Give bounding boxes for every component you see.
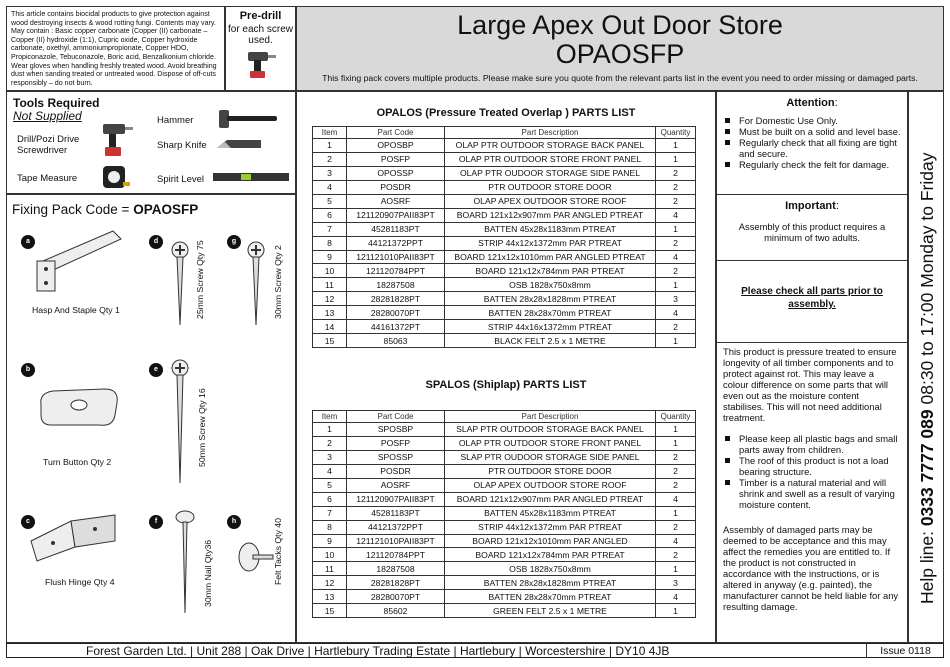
drill-icon [244, 48, 278, 80]
cell-item: 4 [313, 464, 347, 478]
cell-part-description: BLACK FELT 2.5 x 1 METRE [445, 334, 656, 348]
cell-part-code: 85063 [347, 334, 445, 348]
cell-part-code: 121120907PAII83PT [347, 208, 445, 222]
opalos-table [312, 126, 696, 348]
opalos-title: OPALOS (Pressure Treated Overlap ) PARTS LIST [376, 107, 636, 119]
col-part-code: Part Code [347, 127, 445, 139]
attention-heading: Attention: [786, 97, 838, 109]
cell-item: 7 [313, 506, 347, 520]
helpline-number: 0333 7777 089 [917, 409, 937, 527]
important-heading: Important: [785, 200, 839, 212]
item-letter-d: d [149, 235, 163, 249]
tool-label-knife: Sharp Knife [157, 140, 207, 151]
cell-part-code: POSDR [347, 464, 445, 478]
attention-item [723, 126, 903, 137]
cell-item: 1 [313, 423, 347, 437]
table-row [313, 292, 696, 306]
cell-quantity: 2 [656, 194, 696, 208]
col-item: Item [313, 127, 347, 139]
tape-measure-icon [101, 164, 131, 190]
item-label-felt-tacks: Felt Tacks Qty 40 [273, 518, 283, 585]
felt-tack-icon [233, 535, 277, 575]
cell-quantity: 2 [656, 450, 696, 464]
product-code: OPAOSFP [555, 39, 685, 69]
spalos-title: SPALOS (Shiplap) PARTS LIST [425, 379, 587, 391]
cell-part-code: 28281828PT [347, 576, 445, 590]
table-row [313, 139, 696, 153]
item-label-hasp: Hasp And Staple Qty 1 [32, 305, 120, 315]
table-row [313, 450, 696, 464]
cell-item: 9 [313, 534, 347, 548]
cell-part-description: OLAP APEX OUTDOOR STORE ROOF [445, 478, 656, 492]
cell-part-description: BOARD 121x12x907mm PAR ANGLED PTREAT [445, 492, 656, 506]
col-quantity: Quantity [656, 411, 696, 423]
cell-quantity: 2 [656, 180, 696, 194]
attention-item: Regularly check that all fixing are tight and secure. [723, 137, 903, 159]
cell-part-description: BOARD 121x12x1010mm PAR ANGLED PTREAT [445, 250, 656, 264]
cell-quantity: 1 [656, 604, 696, 618]
cell-quantity: 2 [656, 264, 696, 278]
cell-quantity: 2 [656, 464, 696, 478]
biocide-text: This article contains biocidal products to give protection against wood destroying insects & wood rotting fungi. Contents may vary. May contain : Basic copper carbonate (Copper (II) carbonate – Copper (II) hydroxide (1:1), Cupric oxide, Copper hydroxide carbonate, oxethyl, ammoniumpropionate, Copper HDO, Propiconazole, Tebuconazole, Boric acid, Benzalkonium chloride. Wear gloves when handling freshly treated wood. Avoid breathing dust when sanding treated or untreated wood. Dispose of off-cuts responsibly – do not burn. [11, 10, 217, 87]
cell-quantity: 4 [656, 306, 696, 320]
product-info-section [717, 346, 907, 612]
table-row [313, 264, 696, 278]
attention-title: Attention [786, 97, 835, 109]
item-label-screw-50: 50mm Screw Qty 16 [197, 388, 207, 467]
table-row [313, 250, 696, 264]
cell-item: 8 [313, 520, 347, 534]
cell-item: 3 [313, 450, 347, 464]
cell-quantity: 1 [656, 562, 696, 576]
hammer-icon [215, 108, 279, 130]
title-banner [296, 6, 944, 91]
helpline-hours: 08:30 to 17:00 Monday to Friday [917, 152, 937, 410]
cell-part-code: SPOSBP [347, 423, 445, 437]
table-row [313, 520, 696, 534]
cell-quantity: 2 [656, 520, 696, 534]
cell-quantity: 3 [656, 292, 696, 306]
tool-label-tape: Tape Measure [17, 173, 78, 184]
cell-part-description: OLAP APEX OUTDOOR STORE ROOF [445, 194, 656, 208]
helpline-label: Help line: [917, 526, 937, 604]
table-row [313, 576, 696, 590]
table-row [313, 306, 696, 320]
table-row [313, 548, 696, 562]
cell-quantity: 2 [656, 236, 696, 250]
col-quantity: Quantity [656, 127, 696, 139]
cell-part-code: AOSRF [347, 478, 445, 492]
item-label-turn-button: Turn Button Qty 2 [43, 457, 112, 467]
cell-part-description: BATTEN 28x28x70mm PTREAT [445, 590, 656, 604]
cell-part-code: 44121372PPT [347, 236, 445, 250]
cell-item: 6 [313, 492, 347, 506]
col-part-description: Part Description [445, 127, 656, 139]
cell-item: 11 [313, 562, 347, 576]
product-title: Large Apex Out Door Store [457, 10, 783, 40]
table-row [313, 222, 696, 236]
cell-quantity: 2 [656, 548, 696, 562]
attention-section [717, 92, 907, 195]
cell-part-description: SLAP PTR OUDOOR STORAGE SIDE PANEL [445, 450, 656, 464]
cell-part-description: BATTEN 45x28x1183mm PTREAT [445, 506, 656, 520]
important-title: Important [785, 200, 836, 212]
screw-25mm-icon [167, 241, 193, 331]
helpline-strip [908, 91, 944, 643]
important-section [717, 195, 907, 261]
cell-quantity: 4 [656, 250, 696, 264]
item-letter-e: e [149, 363, 163, 377]
cell-quantity: 1 [656, 222, 696, 236]
drill-icon [99, 120, 135, 160]
fixing-pack-note: This fixing pack covers multiple products. Please make sure you quote from the relevant parts list in the event you need to order missing or damaged parts. [322, 73, 918, 83]
tool-label-drill: Drill/Pozi Drive Screwdriver [17, 134, 80, 156]
cell-part-description: PTR OUTDOOR STORE DOOR [445, 180, 656, 194]
cell-item: 5 [313, 194, 347, 208]
cell-item: 5 [313, 478, 347, 492]
opalos-header-row [313, 127, 696, 139]
cell-part-code: 45281183PT [347, 506, 445, 520]
cell-quantity: 1 [656, 152, 696, 166]
table-row [313, 604, 696, 618]
cell-part-description: OLAP PTR OUDOOR STORAGE SIDE PANEL [445, 166, 656, 180]
turn-button-icon [35, 381, 125, 441]
fixing-pack-heading [12, 202, 198, 217]
table-row [313, 334, 696, 348]
col-part-description: Part Description [445, 411, 656, 423]
attention-item: For Domestic Use Only. [723, 115, 903, 126]
table-row [313, 534, 696, 548]
cell-item: 14 [313, 320, 347, 334]
cell-item: 4 [313, 180, 347, 194]
predrill-text: for each screw used. [227, 24, 294, 46]
item-label-flush-hinge: Flush Hinge Qty 4 [45, 577, 115, 587]
footer-address: Forest Garden Ltd. | Unit 288 | Oak Drive | Hartlebury Trading Estate | Hartlebury | Worcestershire | DY10 4JB [86, 644, 670, 658]
hasp-staple-icon [29, 225, 129, 297]
cell-item: 3 [313, 166, 347, 180]
attention-item-text: Must be built on a solid and level base. [739, 126, 901, 137]
cell-quantity: 3 [656, 576, 696, 590]
item-label-screw-25: 25mm Screw Qty 75 [195, 240, 205, 319]
cell-item: 13 [313, 306, 347, 320]
cell-item: 11 [313, 278, 347, 292]
cell-part-code: SPOSSP [347, 450, 445, 464]
table-row [313, 152, 696, 166]
cell-quantity: 4 [656, 590, 696, 604]
cell-part-description: BOARD 121x12x784mm PAR PTREAT [445, 264, 656, 278]
cell-part-code: 28280070PT [347, 590, 445, 604]
table-row [313, 180, 696, 194]
cell-quantity: 1 [656, 506, 696, 520]
cell-item: 2 [313, 436, 347, 450]
cell-item: 2 [313, 152, 347, 166]
cell-item: 15 [313, 334, 347, 348]
cell-part-code: 121120784PPT [347, 548, 445, 562]
table-row [313, 478, 696, 492]
biocide-notice [6, 6, 225, 91]
info-outro: Assembly of damaged parts may be deemed to be acceptance and this may affect the remedies you are entitled to. If the product is not constructed in accordance with the instructions, or is altered in anyway (e.g. painted), the manufacturer cannot be held liable for any resulting damage. [723, 524, 899, 612]
screw-30mm-icon [243, 241, 269, 331]
table-row [313, 166, 696, 180]
tool-label-level: Spirit Level [157, 174, 204, 185]
table-row [313, 194, 696, 208]
cell-part-description: OSB 1828x750x8mm [445, 562, 656, 576]
spirit-level-icon [211, 170, 291, 184]
cell-part-code: 121121010PAII83PT [347, 250, 445, 264]
cell-item: 12 [313, 292, 347, 306]
cell-quantity: 4 [656, 492, 696, 506]
knife-icon [215, 134, 265, 156]
table-row [313, 436, 696, 450]
col-part-code: Part Code [347, 411, 445, 423]
table-row [313, 208, 696, 222]
info-item: Please keep all plastic bags and small parts away from children. [723, 433, 903, 455]
attention-item: Regularly check the felt for damage. [723, 159, 903, 170]
cell-quantity: 1 [656, 436, 696, 450]
table-row [313, 278, 696, 292]
cell-part-code: AOSRF [347, 194, 445, 208]
fixing-pack-code: OPAOSFP [133, 202, 199, 217]
tools-subheading: Not Supplied [13, 109, 82, 123]
nail-icon [173, 509, 197, 615]
cell-item: 10 [313, 548, 347, 562]
item-letter-h: h [227, 515, 241, 529]
cell-part-code: 28280070PT [347, 306, 445, 320]
info-intro: This product is pressure treated to ensure longevity of all timber components and to protect against rot. This may leave a colour difference on some parts that will even out as the moisture content stabilises. This will not need additional treatment. [723, 346, 897, 423]
cell-item: 8 [313, 236, 347, 250]
cell-quantity: 1 [656, 139, 696, 153]
cell-part-code: 18287508 [347, 562, 445, 576]
cell-part-description: OLAP PTR OUTDOOR STORAGE BACK PANEL [445, 139, 656, 153]
cell-item: 6 [313, 208, 347, 222]
table-row [313, 590, 696, 604]
predrill-title: Pre-drill [239, 10, 282, 22]
cell-part-code: 18287508 [347, 278, 445, 292]
table-row [313, 320, 696, 334]
cell-part-code: OPOSSP [347, 166, 445, 180]
cell-part-code: 44161372PT [347, 320, 445, 334]
screw-50mm-icon [167, 359, 193, 489]
cell-part-code: POSFP [347, 152, 445, 166]
cell-part-description: BATTEN 28x28x1828mm PTREAT [445, 292, 656, 306]
cell-quantity: 1 [656, 334, 696, 348]
cell-part-description: STRIP 44x12x1372mm PAR PTREAT [445, 520, 656, 534]
attention-list [717, 109, 907, 170]
check-parts-section [717, 261, 907, 343]
item-letter-f: f [149, 515, 163, 529]
fixing-pack-label: Fixing Pack Code = [12, 202, 134, 217]
cell-part-code: 44121372PPT [347, 520, 445, 534]
cell-part-code: 85602 [347, 604, 445, 618]
table-row [313, 423, 696, 437]
cell-quantity: 1 [656, 423, 696, 437]
right-info-column [716, 91, 908, 643]
info-item: Timber is a natural material and will shrink and swell as a result of varying moisture content. [723, 477, 903, 510]
cell-part-description: GREEN FELT 2.5 x 1 METRE [445, 604, 656, 618]
parts-lists-section [296, 91, 716, 643]
cell-item: 7 [313, 222, 347, 236]
cell-quantity: 4 [656, 208, 696, 222]
item-letter-c: c [21, 515, 35, 529]
cell-part-description: OLAP PTR OUTDOOR STORE FRONT PANEL [445, 152, 656, 166]
info-list [717, 423, 907, 510]
tools-heading: Tools Required [13, 96, 100, 110]
item-letter-a: a [21, 235, 35, 249]
table-row [313, 506, 696, 520]
cell-part-description: SLAP PTR OUTDOOR STORAGE BACK PANEL [445, 423, 656, 437]
cell-quantity: 2 [656, 166, 696, 180]
cell-part-code: 121120784PPT [347, 264, 445, 278]
cell-item: 9 [313, 250, 347, 264]
cell-part-description: PTR OUTDOOR STORE DOOR [445, 464, 656, 478]
spalos-table [312, 410, 696, 618]
cell-quantity: 2 [656, 320, 696, 334]
cell-part-description: OSB 1828x750x8mm [445, 278, 656, 292]
item-letter-b: b [21, 363, 35, 377]
cell-part-code: 28281828PT [347, 292, 445, 306]
cell-part-description: STRIP 44x16x1372mm PTREAT [445, 320, 656, 334]
flush-hinge-icon [25, 511, 125, 575]
cell-quantity: 2 [656, 478, 696, 492]
cell-part-description: BATTEN 45x28x1183mm PTREAT [445, 222, 656, 236]
table-row [313, 236, 696, 250]
table-row [313, 562, 696, 576]
cell-part-description: BATTEN 28x28x70mm PTREAT [445, 306, 656, 320]
cell-part-code: POSDR [347, 180, 445, 194]
cell-part-description: OLAP PTR OUTDOOR STORE FRONT PANEL [445, 436, 656, 450]
cell-item: 12 [313, 576, 347, 590]
spalos-header-row [313, 411, 696, 423]
cell-part-code: 121121010PAII83PT [347, 534, 445, 548]
info-item: The roof of this product is not a load bearing structure. [723, 455, 903, 477]
cell-part-description: BOARD 121x12x907mm PAR ANGLED PTREAT [445, 208, 656, 222]
cell-item: 13 [313, 590, 347, 604]
important-text: Assembly of this product requires a minimum of two adults. [738, 221, 886, 243]
item-label-screw-30: 30mm Screw Qty 2 [273, 245, 283, 319]
tools-section [6, 91, 296, 194]
cell-quantity: 1 [656, 278, 696, 292]
cell-item: 1 [313, 139, 347, 153]
cell-item: 15 [313, 604, 347, 618]
col-item: Item [313, 411, 347, 423]
item-label-nail: 30mm Nail Qty36 [203, 539, 213, 607]
cell-part-description: STRIP 44x12x1372mm PAR PTREAT [445, 236, 656, 250]
cell-quantity: 4 [656, 534, 696, 548]
table-row [313, 464, 696, 478]
cell-part-code: 121120907PAII83PT [347, 492, 445, 506]
cell-item: 10 [313, 264, 347, 278]
check-parts-text: Please check all parts prior to assembly. [741, 286, 883, 310]
tool-label-hammer: Hammer [157, 115, 194, 126]
cell-part-code: OPOSBP [347, 139, 445, 153]
cell-part-code: POSFP [347, 436, 445, 450]
cell-part-description: BOARD 121x12x1010mm PAR ANGLED [445, 534, 656, 548]
cell-part-code: 45281183PT [347, 222, 445, 236]
table-row [313, 492, 696, 506]
footer [6, 643, 944, 658]
item-letter-g: g [227, 235, 241, 249]
fixing-pack-section [6, 194, 296, 643]
predrill-box [225, 6, 296, 91]
issue-number: Issue 0118 [866, 644, 944, 658]
helpline-text [917, 104, 938, 604]
cell-part-description: BOARD 121x12x784mm PAR PTREAT [445, 548, 656, 562]
cell-part-description: BATTEN 28x28x1828mm PTREAT [445, 576, 656, 590]
